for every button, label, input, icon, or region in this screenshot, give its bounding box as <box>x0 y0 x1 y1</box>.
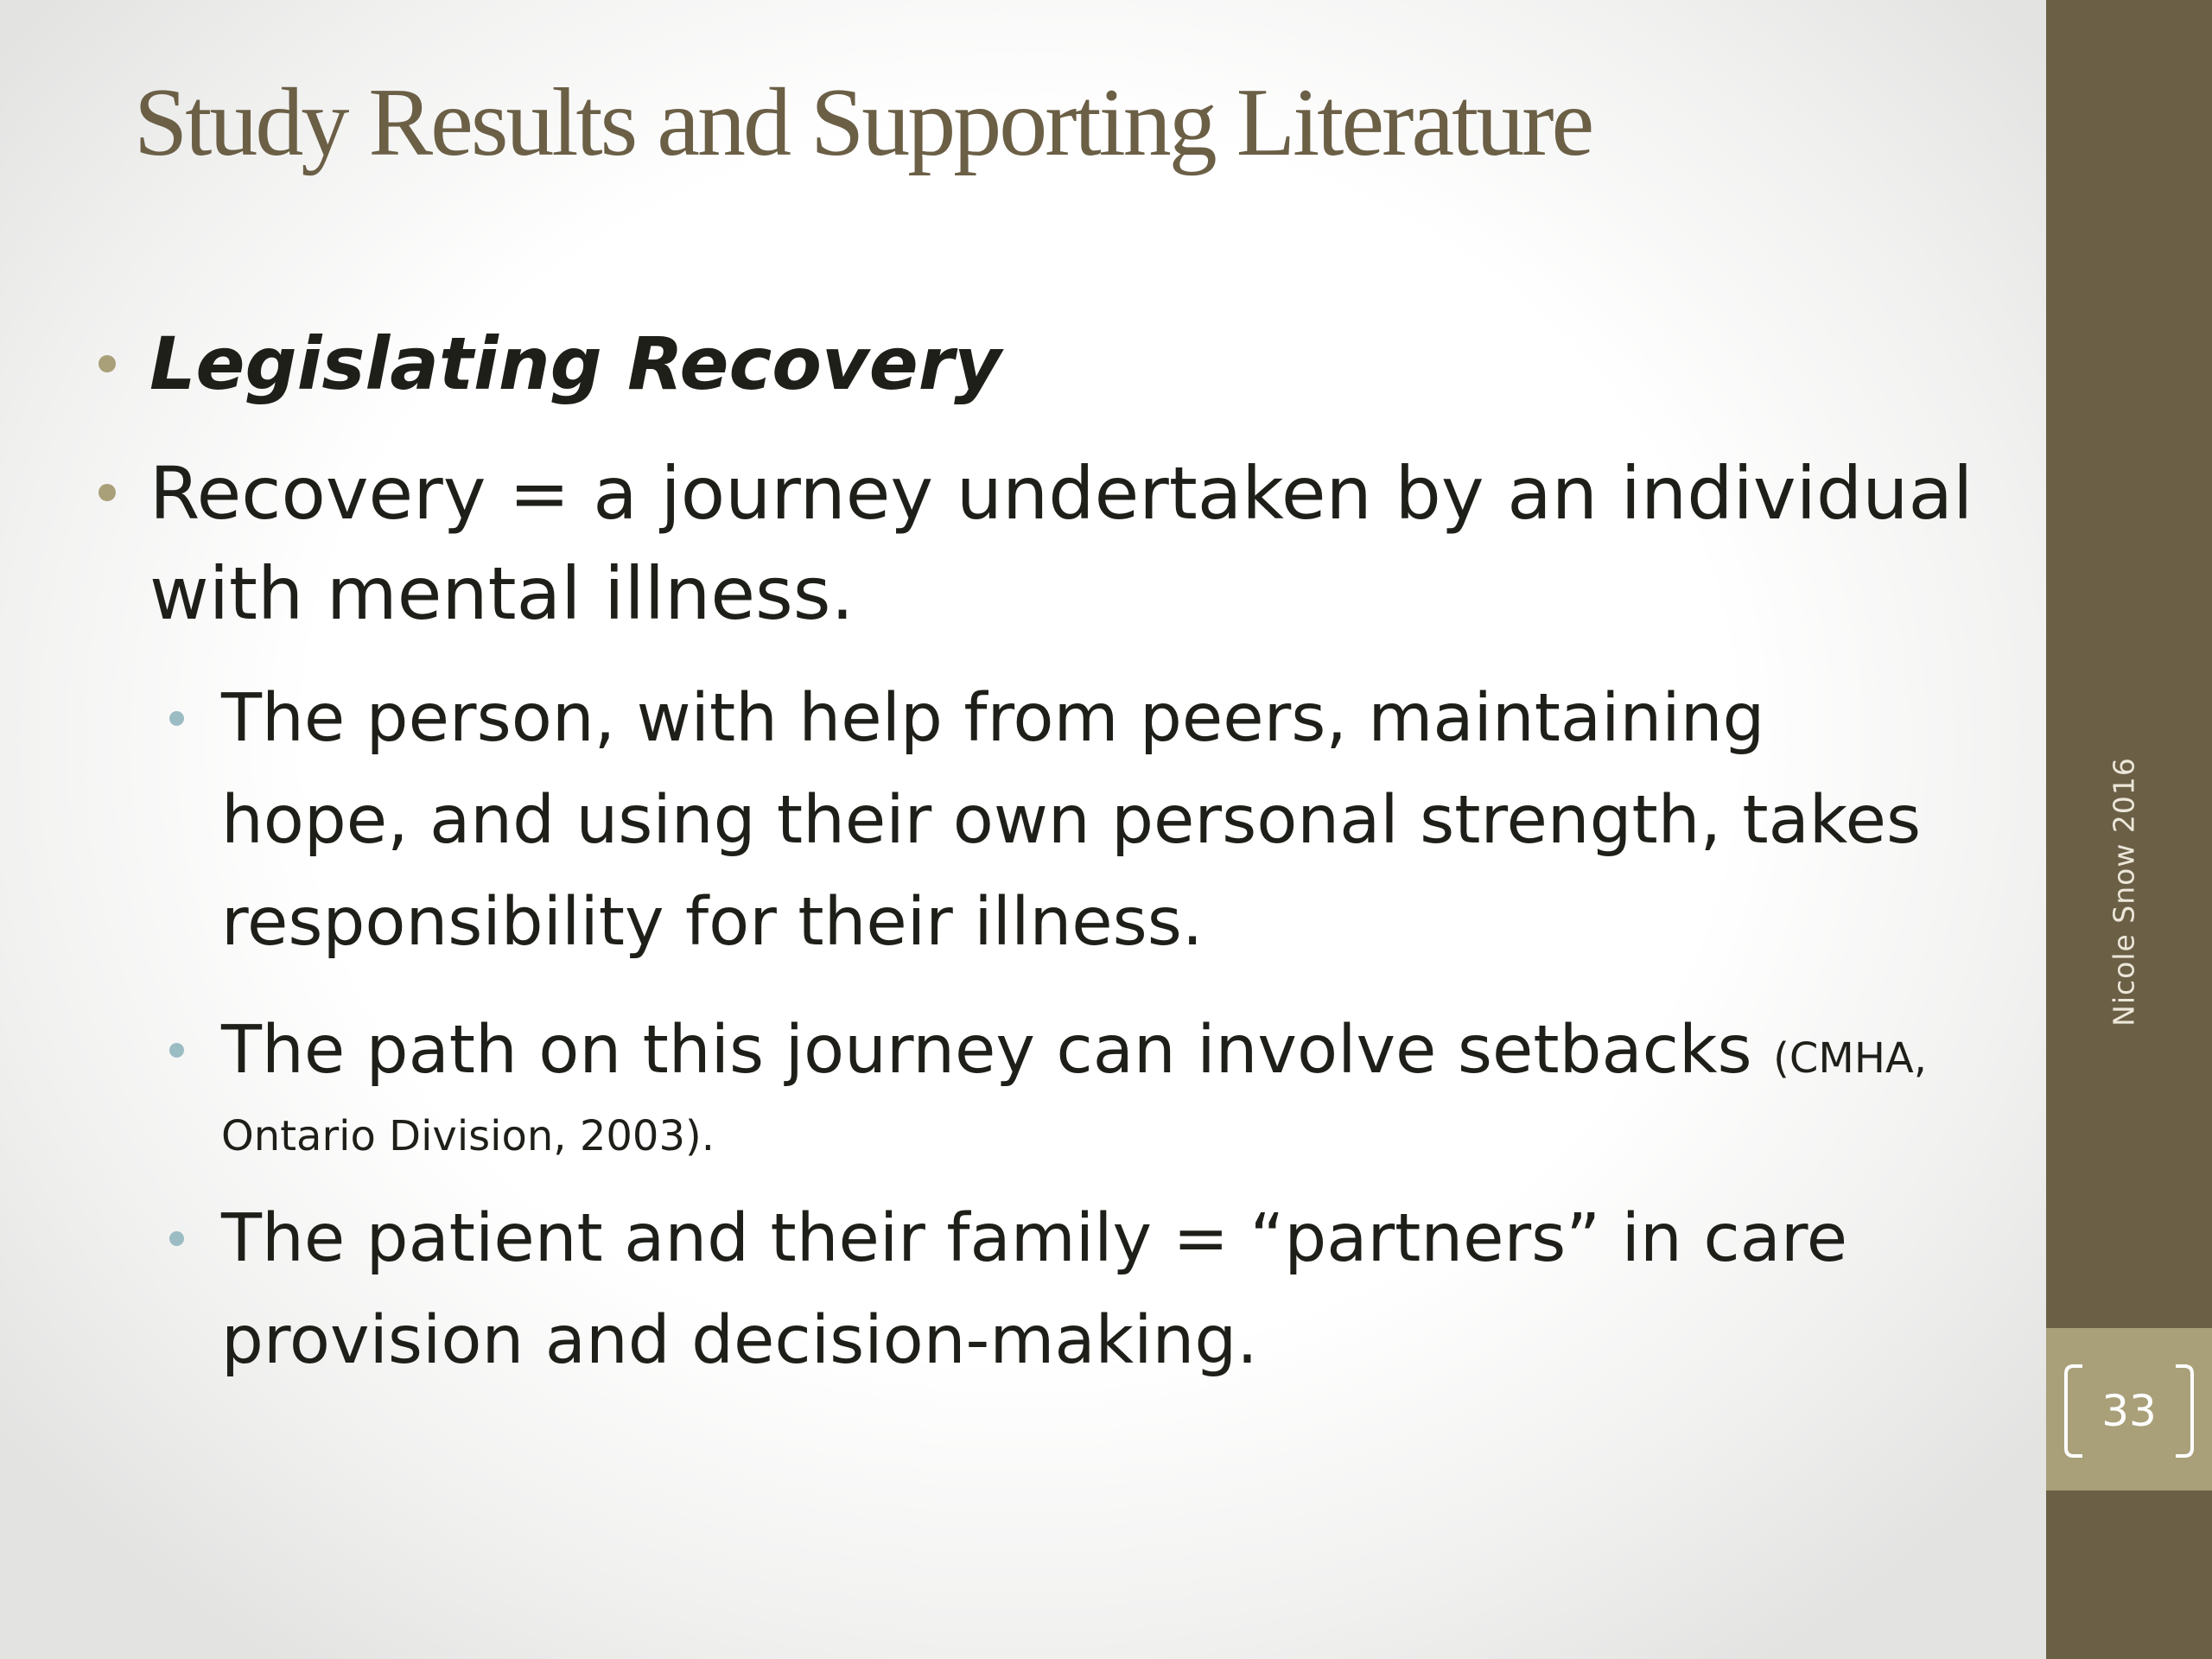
bullet-dot <box>99 355 116 372</box>
page-number: 33 <box>2101 1386 2157 1436</box>
sub-bullet-dot <box>169 711 184 726</box>
page-number-frame <box>2063 1363 2195 1459</box>
bullet-text-line: with mental illness. <box>149 551 855 636</box>
citation-text: (CMHA, <box>1773 1034 1927 1083</box>
sub-bullet-text-line: provision and decision-making. <box>221 1302 1258 1379</box>
sub-bullet-text-line <box>221 1000 1927 1109</box>
footer-author-year: Nicole Snow 2016 <box>2107 757 2141 1027</box>
bullet-text-line: Recovery = a journey undertaken by an individual <box>149 451 1974 536</box>
sub-bullet-text-line: The patient and their family = “partners” in care <box>221 1200 1848 1277</box>
slide-title: Study Results and Supporting Literature <box>134 69 1592 176</box>
sub-bullet-dot <box>169 1043 184 1058</box>
sub-bullet-text-line: responsibility for their illness. <box>221 884 1204 961</box>
sub-bullet-main-text: The path on this journey can involve setbacks <box>221 1012 1774 1089</box>
sub-bullet-text-line: hope, and using their own personal strength, takes <box>221 782 1922 859</box>
sub-bullet-dot <box>169 1231 184 1246</box>
sub-bullet-text-line: The person, with help from peers, maintaining <box>221 680 1765 757</box>
citation-text: Ontario Division, 2003). <box>221 1112 715 1160</box>
bullet-dot <box>99 484 116 501</box>
bullet-heading: Legislating Recovery <box>149 321 1001 406</box>
